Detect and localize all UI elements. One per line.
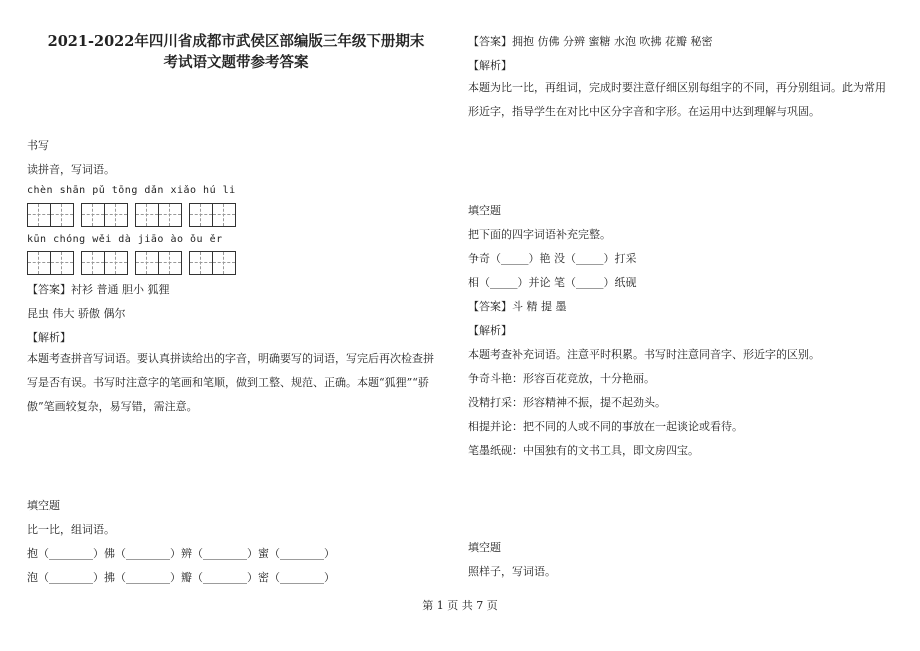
grid-word (81, 203, 128, 227)
grid-word (27, 251, 74, 275)
doc-title-line1: 2021-2022年四川省成都市武侯区部编版三年级下册期末 (47, 33, 425, 50)
compare-row-2: 泡（________）拂（________）瓣（________）密（________） (27, 571, 335, 584)
section-instruction: 照样子，写词语。 (468, 565, 556, 578)
analysis-label: 【解析】 (468, 59, 512, 72)
idiom-explanation: 笔墨纸砚：中国独有的文书工具，即文房四宝。 (468, 444, 699, 457)
writing-grid-row-2 (27, 251, 236, 275)
analysis-text: 本题为比一比，再组词，完成时要注意仔细区别每组字的不同，再分别组词。此为常用形近字，指导学生在对比中区分字音和字形。在运用中达到理解与巩固。 (468, 81, 886, 118)
answer-line-2: 昆虫 伟大 骄傲 偶尔 (27, 307, 126, 320)
idiom-row-2: 相（_____）并论 笔（_____）纸砚 (468, 276, 637, 289)
grid-word (135, 251, 182, 275)
idiom-explanation: 相提并论：把不同的人或不同的事放在一起谈论或看待。 (468, 420, 743, 433)
idiom-explanation: 争奇斗艳：形容百花竞放，十分艳丽。 (468, 372, 655, 385)
grid-word (189, 203, 236, 227)
grid-word (27, 203, 74, 227)
grid-word (135, 203, 182, 227)
analysis-label: 【解析】 (27, 331, 71, 344)
grid-word (81, 251, 128, 275)
page-footer: 第 1 页 共 7 页 (422, 599, 498, 612)
writing-grid-row-1 (27, 203, 236, 227)
doc-title-line2: 考试语文题带参考答案 (163, 54, 309, 71)
pinyin-row-1: chèn shān pǔ tōng dǎn xiǎo hú li (27, 185, 236, 196)
section-instruction: 把下面的四字词语补充完整。 (468, 228, 611, 241)
section-instruction: 比一比，组词语。 (27, 523, 115, 536)
pinyin-row-2: kūn chóng wěi dà jiāo ào ǒu ěr (27, 234, 223, 245)
section-heading-fill: 填空题 (27, 499, 60, 512)
idiom-row-1: 争奇（_____）艳 没（_____）打采 (468, 252, 637, 265)
grid-word (189, 251, 236, 275)
answer-compare: 【答案】拥抱 仿佛 分辨 蜜糖 水泡 吹拂 花瓣 秘密 (468, 35, 713, 48)
section-heading-writing: 书写 (27, 139, 49, 152)
section-heading-fill: 填空题 (468, 541, 501, 554)
analysis-text: 本题考查补充词语。注意平时积累。书写时注意同音字、形近字的区别。 (468, 348, 820, 361)
section-instruction: 读拼音，写词语。 (27, 163, 115, 176)
idiom-explanation: 没精打采：形容精神不振，提不起劲头。 (468, 396, 666, 409)
compare-row-1: 抱（________）佛（________）辨（________）蜜（________） (27, 547, 335, 560)
analysis-label: 【解析】 (468, 324, 512, 337)
answer-line-1: 【答案】衬衫 普通 胆小 狐狸 (27, 283, 170, 296)
analysis-text: 本题考查拼音写词语。要认真拼读给出的字音，明确要写的词语，写完后再次检查拼写是否有误。书写时注意字的笔画和笔顺，做到工整、规范、正确。本题“狐狸”“骄傲”笔画较复杂，易写错，需注意。 (27, 352, 434, 413)
answer-idioms: 【答案】斗 精 提 墨 (468, 300, 567, 313)
section-heading-fill: 填空题 (468, 204, 501, 217)
